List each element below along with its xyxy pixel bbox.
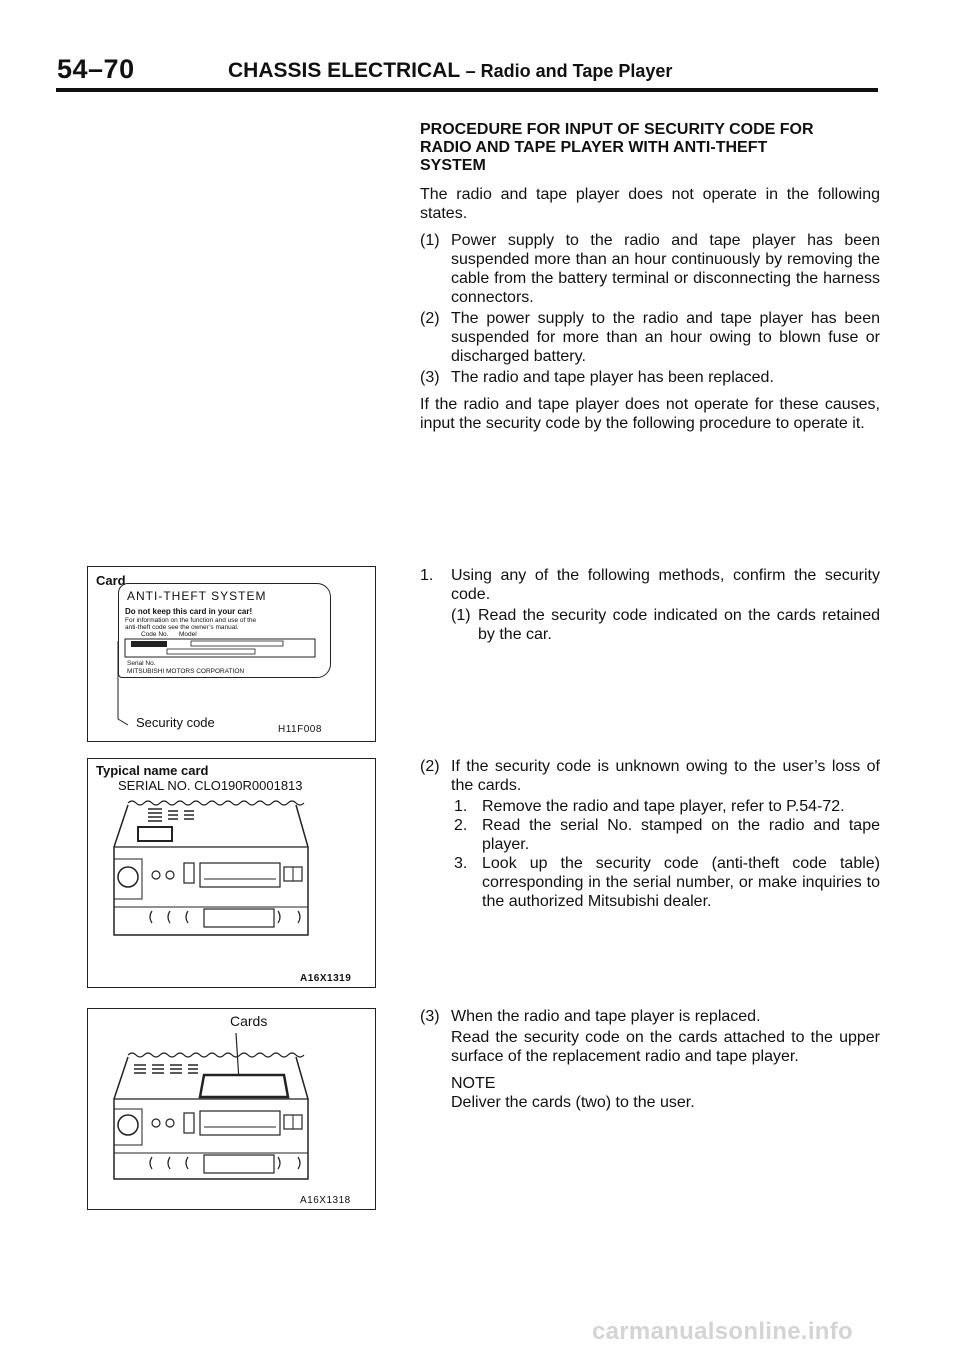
item-text: If the security code is unknown owing to the user’s loss of the cards. <box>451 758 880 794</box>
procedure-outro: If the radio and tape player does not operate for these causes, input the security code by the following procedure to operate it. <box>420 396 880 432</box>
item-text: Using any of the following methods, confirm the security code. <box>451 567 880 603</box>
card-serial-label: Serial No. <box>127 660 156 667</box>
procedure-title <box>420 121 880 175</box>
step-item <box>420 566 880 604</box>
item-number: (2) <box>420 758 440 775</box>
note-text: Deliver the cards (two) to the user. <box>451 1094 695 1111</box>
figure-label: Card <box>96 573 126 588</box>
figure-code: A16X1318 <box>300 1195 351 1206</box>
title-line: RADIO AND TAPE PLAYER WITH ANTI-THEFT <box>420 139 768 156</box>
state-item <box>420 231 880 307</box>
item-number: (3) <box>420 1008 440 1025</box>
page-number: 54–70 <box>57 54 135 84</box>
step-sub-item <box>420 854 880 911</box>
item-text: Remove the radio and tape player, refer to P.54-72. <box>482 798 845 815</box>
card-info-line: anti-theft code see the owner’s manual. <box>125 624 239 631</box>
card-maker: MITSUBISHI MOTORS CORPORATION <box>127 668 245 675</box>
item-text: When the radio and tape player is replaced. <box>451 1008 761 1025</box>
step-item <box>420 757 880 795</box>
header-rule <box>56 88 878 92</box>
title-line: SYSTEM <box>420 157 486 174</box>
item-number: (1) <box>420 232 440 249</box>
subsection-title: – Radio and Tape Player <box>465 61 673 81</box>
figure-card <box>87 566 376 742</box>
item-number: 1. <box>454 798 468 815</box>
item-text: Look up the security code (anti-theft code table) corresponding in the serial number, or make inquiries to the authorized Mitsubishi dealer. <box>482 855 880 910</box>
note-label: NOTE <box>451 1075 496 1092</box>
step-2 <box>420 757 880 911</box>
section-title: CHASSIS ELECTRICAL <box>228 59 460 82</box>
item-text: Read the security code indicated on the cards retained by the car. <box>478 607 880 643</box>
step-sub-item <box>420 816 880 854</box>
item-text: The power supply to the radio and tape player has been suspended for more than an hour owing to blown fuse or discharged battery. <box>451 310 880 365</box>
figure-name-card <box>87 758 376 988</box>
procedure-section <box>420 121 880 441</box>
radio-tape-player-with-cards <box>108 1029 328 1189</box>
item-number: (2) <box>420 310 440 327</box>
item-number: 3. <box>454 855 468 872</box>
step-1 <box>420 566 880 644</box>
item-text: The radio and tape player has been replaced. <box>451 369 774 386</box>
item-text: Power supply to the radio and tape player has been suspended more than an hour continuously by removing the cable from the battery terminal or disconnecting the harness connectors. <box>451 232 880 306</box>
figure-cards <box>87 1008 376 1210</box>
step-item <box>420 1007 880 1026</box>
radio-tape-player-illustration <box>108 797 328 957</box>
title-line: PROCEDURE FOR INPUT OF SECURITY CODE FOR <box>420 121 814 138</box>
step-detail: Read the security code on the cards attached to the upper surface of the replacement radio and tape player. <box>451 1029 880 1065</box>
step-sub-item <box>420 797 880 816</box>
state-item <box>420 368 880 387</box>
item-text: Read the serial No. stamped on the radio and tape player. <box>482 817 880 853</box>
item-number: 2. <box>454 817 468 834</box>
state-item <box>420 309 880 366</box>
card-info-line: For information on the function and use of the <box>125 617 257 624</box>
security-code-callout: Security code <box>136 715 215 730</box>
item-number: (3) <box>420 369 440 386</box>
callout-leader <box>88 567 375 741</box>
procedure-intro: The radio and tape player does not operate in the following states. <box>420 186 880 222</box>
item-number: (1) <box>451 607 471 624</box>
figure-label: Typical name card <box>96 763 209 778</box>
cards-callout: Cards <box>230 1013 268 1029</box>
card-model-label: Model <box>179 631 197 638</box>
card-code-no-label: Code No. <box>141 631 169 638</box>
card-warning: Do not keep this card in your car! <box>125 607 253 616</box>
step-sub-item <box>420 606 880 644</box>
item-number: 1. <box>420 567 434 584</box>
figure-code: A16X1319 <box>300 973 352 984</box>
step-3 <box>420 1007 880 1120</box>
serial-number-label: SERIAL NO. CLO190R0001813 <box>118 778 303 793</box>
card-title: ANTI-THEFT SYSTEM <box>127 589 267 603</box>
figure-code: H11F008 <box>278 724 322 735</box>
watermark: carmanualsonline.info <box>592 1318 854 1345</box>
page-heading <box>228 59 672 83</box>
